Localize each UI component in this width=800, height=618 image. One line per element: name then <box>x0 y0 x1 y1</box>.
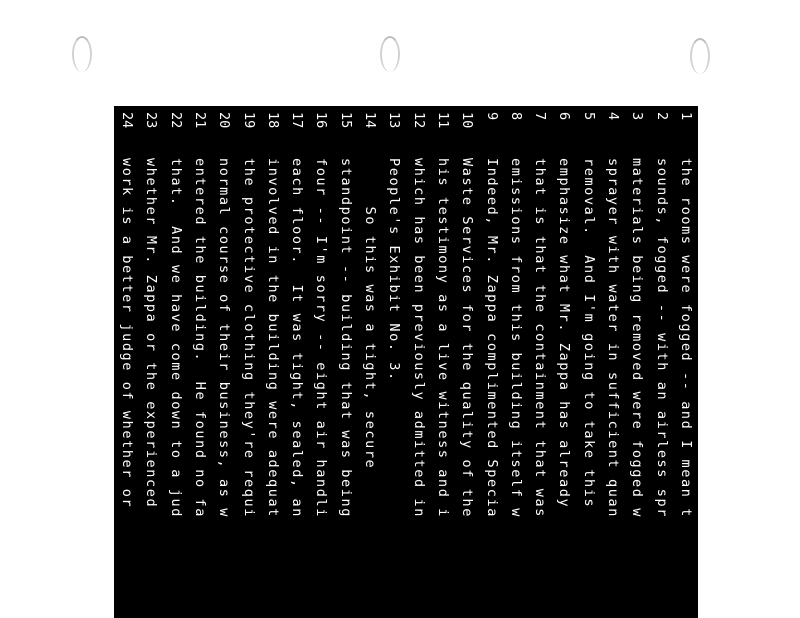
line-number: 4 <box>605 112 622 121</box>
transcript-line <box>139 106 163 618</box>
binder-hole-left <box>72 36 92 72</box>
line-number: 18 <box>264 112 281 129</box>
line-number: 16 <box>313 112 330 129</box>
line-text: People's Exhibit No. 3. <box>386 158 403 382</box>
transcript-line <box>236 106 260 618</box>
transcript-line <box>163 106 187 618</box>
binder-hole-center <box>380 36 400 72</box>
line-number: 6 <box>556 112 573 121</box>
line-text: that. And we have come down to a jud <box>167 158 184 518</box>
transcript-line <box>625 106 649 618</box>
line-text: sounds, fogged -- with an airless spr <box>653 158 670 518</box>
transcript-line <box>406 106 430 618</box>
line-number: 5 <box>580 112 597 121</box>
line-number: 12 <box>410 112 427 129</box>
transcript-line <box>601 106 625 618</box>
line-text: whether Mr. Zappa or the experienced <box>143 158 160 509</box>
line-text: work is a better judge of whether or <box>119 158 136 509</box>
line-text: that is that the containment that was <box>532 158 549 518</box>
line-number: 22 <box>167 112 184 129</box>
transcript-line <box>285 106 309 618</box>
transcript-line <box>382 106 406 618</box>
line-number: 10 <box>459 112 476 129</box>
line-text: sprayer with water in sufficient quan <box>605 158 622 518</box>
transcript-line <box>188 106 212 618</box>
line-text: materials being removed were fogged w <box>629 158 646 518</box>
line-number: 13 <box>386 112 403 129</box>
line-text: which has been previously admitted in <box>410 158 427 518</box>
line-text: the rooms were fogged -- and I mean t <box>678 158 694 518</box>
line-text: four -- I'm sorry -- eight air handli <box>313 158 330 518</box>
transcript-line <box>115 106 139 618</box>
line-text: removal. And I'm going to take this <box>580 158 597 509</box>
line-number: 23 <box>143 112 160 129</box>
rotated-transcript <box>114 106 698 618</box>
transcript-line <box>577 106 601 618</box>
line-text: normal course of their business, as w <box>216 158 233 518</box>
line-text: his testimony as a live witness and i <box>435 158 451 518</box>
line-text: each floor. It was tight, sealed, an <box>289 158 306 518</box>
line-number: 7 <box>532 112 549 121</box>
transcript-line <box>455 106 479 618</box>
line-number: 11 <box>435 112 451 129</box>
transcript-line <box>649 106 673 618</box>
line-number: 24 <box>119 112 136 129</box>
line-number: 17 <box>289 112 306 129</box>
line-text: emphasize what Mr. Zappa has already <box>556 158 573 509</box>
line-text: emissions from this building itself w <box>507 158 524 518</box>
line-number: 14 <box>362 112 379 129</box>
line-text: involved in the building were adequat <box>264 158 281 518</box>
transcript-page <box>114 106 698 618</box>
line-number: 21 <box>192 112 208 129</box>
line-number: 20 <box>216 112 233 129</box>
transcript-line <box>212 106 236 618</box>
line-number: 8 <box>507 112 524 121</box>
line-number: 2 <box>653 112 670 121</box>
line-number: 15 <box>337 112 354 129</box>
transcript-line <box>528 106 552 618</box>
line-number: 19 <box>240 112 257 129</box>
line-text: Indeed, Mr. Zappa complimented Specia <box>483 158 500 518</box>
transcript-line <box>504 106 528 618</box>
transcript-line <box>479 106 503 618</box>
transcript-line <box>358 106 382 618</box>
line-text: standpoint -- building that was being <box>337 158 354 518</box>
transcript-line <box>431 106 455 618</box>
transcript-line <box>309 106 333 618</box>
binder-hole-right <box>690 38 710 74</box>
line-text: Waste Services for the quality of the <box>459 158 476 518</box>
transcript-line <box>552 106 576 618</box>
line-text: the protective clothing they're requi <box>240 158 257 518</box>
transcript-line <box>334 106 358 618</box>
transcript-line <box>261 106 285 618</box>
line-number: 9 <box>483 112 500 121</box>
line-number: 1 <box>678 112 694 121</box>
transcript-line <box>674 106 698 618</box>
line-text: So this was a tight, secure <box>362 158 379 470</box>
line-number: 3 <box>629 112 646 121</box>
line-text: entered the building. He found no fa <box>192 158 208 518</box>
